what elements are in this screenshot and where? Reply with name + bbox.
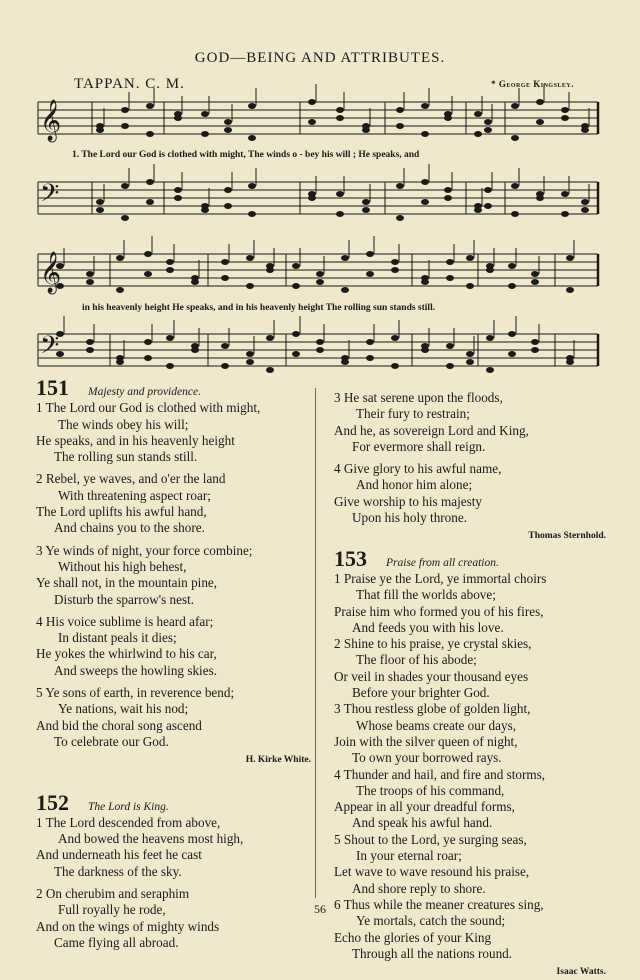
- note-head: [561, 107, 569, 113]
- hymn-151-line: In distant peals it dies;: [58, 630, 177, 646]
- note-head: [316, 339, 324, 345]
- clef-icon: 𝄞: [40, 100, 62, 141]
- note-head: [121, 215, 129, 221]
- note-head: [362, 207, 370, 213]
- hymn-152-line: And honor him alone;: [356, 477, 473, 493]
- note-head: [444, 195, 452, 201]
- hymn-153-line: Join with the silver queen of night,: [334, 733, 518, 749]
- note-head: [246, 359, 254, 365]
- note-head: [316, 279, 324, 285]
- note-head: [486, 263, 494, 269]
- note-head: [224, 203, 232, 209]
- hymn-152-line: And on the wings of mighty winds: [36, 918, 220, 934]
- note-head: [248, 183, 256, 189]
- hymn-152-line: And underneath his feet he cast: [36, 847, 202, 863]
- note-head: [366, 339, 374, 345]
- note-head: [116, 255, 124, 261]
- note-head: [581, 199, 589, 205]
- hymn-152-line: Full royally he rode,: [58, 902, 166, 918]
- hymn-153-line: 4 Thunder and hail, and fire and storms,: [334, 766, 546, 782]
- note-head: [341, 287, 349, 293]
- note-head: [366, 251, 374, 257]
- note-head: [221, 275, 229, 281]
- hymn-152-line: And he, as sovereign Lord and King,: [334, 422, 529, 438]
- note-head: [166, 363, 174, 369]
- note-head: [146, 103, 154, 109]
- note-head: [566, 255, 574, 261]
- note-head: [308, 99, 316, 105]
- hymn-151-line: 1 The Lord our God is clothed with might,: [36, 400, 261, 416]
- hymn-153-line: Let wave to wave resound his praise,: [334, 864, 530, 880]
- note-head: [421, 103, 429, 109]
- hymn-151-line: And sweeps the howling skies.: [54, 662, 217, 678]
- note-head: [511, 103, 519, 109]
- note-head: [221, 259, 229, 265]
- note-head: [146, 179, 154, 185]
- note-head: [561, 191, 569, 197]
- note-head: [581, 123, 589, 129]
- note-head: [246, 351, 254, 357]
- note-head: [144, 339, 152, 345]
- note-head: [316, 271, 324, 277]
- note-head: [466, 351, 474, 357]
- note-head: [336, 115, 344, 121]
- note-head: [531, 279, 539, 285]
- note-head: [486, 335, 494, 341]
- note-head: [341, 255, 349, 261]
- hymn-153-line: Or veil in shades your thousand eyes: [334, 668, 529, 684]
- note-head: [336, 191, 344, 197]
- note-head: [308, 191, 316, 197]
- tune-name: TAPPAN. C. M.: [74, 76, 185, 92]
- hymn-153-line: Praise him who formed you of his fires,: [334, 603, 544, 619]
- note-head: [474, 111, 482, 117]
- note-head: [474, 131, 482, 137]
- note-head: [221, 343, 229, 349]
- note-head: [362, 123, 370, 129]
- note-head: [166, 335, 174, 341]
- note-head: [396, 107, 404, 113]
- note-head: [174, 195, 182, 201]
- note-head: [86, 271, 94, 277]
- hymn-153-author: Isaac Watts.: [556, 967, 606, 978]
- note-head: [292, 351, 300, 357]
- note-head: [341, 355, 349, 361]
- hymn-153-line: 2 Shine to his praise, ye crystal skies,: [334, 636, 532, 652]
- note-head: [531, 339, 539, 345]
- note-head: [266, 263, 274, 269]
- note-head: [166, 259, 174, 265]
- hymn-153-line: Through all the nations round.: [352, 945, 513, 961]
- page-number: 56: [314, 902, 326, 916]
- note-head: [446, 343, 454, 349]
- note-head: [446, 259, 454, 265]
- note-head: [146, 199, 154, 205]
- hymn-153-line: Whose beams create our days,: [356, 717, 517, 733]
- note-head: [96, 207, 104, 213]
- note-head: [121, 183, 129, 189]
- note-head: [336, 211, 344, 217]
- note-head: [174, 111, 182, 117]
- note-head: [146, 131, 154, 137]
- note-head: [536, 119, 544, 125]
- note-head: [444, 187, 452, 193]
- note-head: [266, 367, 274, 373]
- hymn-151-line: He yokes the whirlwind to his car,: [36, 646, 217, 662]
- hymn-153-line: That fill the worlds above;: [356, 587, 496, 603]
- music-score: [0, 0, 640, 380]
- hymn-153-line: 3 Thou restless globe of golden light,: [334, 701, 531, 717]
- note-head: [292, 331, 300, 337]
- note-head: [248, 211, 256, 217]
- composer-credit: * George Kingsley.: [491, 79, 574, 89]
- note-head: [446, 363, 454, 369]
- hymn-151-line: To celebrate our God.: [54, 733, 169, 749]
- note-head: [581, 207, 589, 213]
- note-head: [391, 363, 399, 369]
- note-head: [391, 259, 399, 265]
- hymn-152-line: 3 He sat serene upon the floods,: [334, 390, 503, 405]
- note-head: [531, 271, 539, 277]
- note-head: [248, 103, 256, 109]
- note-head: [166, 267, 174, 273]
- note-head: [191, 275, 199, 281]
- hymn-151-line: With threatening aspect roar;: [58, 487, 211, 503]
- hymn-152-line: Came flying all abroad.: [54, 934, 179, 950]
- note-head: [116, 355, 124, 361]
- hymn-152-subject: The Lord is King.: [88, 800, 169, 813]
- clef-icon: 𝄞: [40, 252, 62, 293]
- hymn-153-line: 1 Praise ye the Lord, ye immortal choirs: [334, 570, 547, 586]
- note-head: [484, 127, 492, 133]
- note-head: [566, 287, 574, 293]
- column-divider: [315, 388, 316, 898]
- hymn-151-line: And bid the choral song ascend: [36, 717, 202, 733]
- note-head: [144, 271, 152, 277]
- note-head: [484, 203, 492, 209]
- note-head: [508, 263, 516, 269]
- note-head: [474, 203, 482, 209]
- hymn-153-line: In your eternal roar;: [356, 848, 462, 864]
- note-head: [508, 283, 516, 289]
- note-head: [248, 135, 256, 141]
- note-head: [336, 107, 344, 113]
- note-head: [396, 215, 404, 221]
- note-head: [201, 203, 209, 209]
- note-head: [246, 283, 254, 289]
- note-head: [466, 359, 474, 365]
- hymn-151-line: 2 Rebel, ye waves, and o'er the land: [36, 471, 226, 487]
- note-head: [224, 187, 232, 193]
- hymn-151-line: The rolling sun stands still.: [54, 449, 198, 465]
- note-head: [366, 271, 374, 277]
- note-head: [396, 183, 404, 189]
- note-head: [308, 119, 316, 125]
- hymn-153-line: Ye mortals, catch the sound;: [356, 913, 506, 929]
- hymn-153-number: 153: [334, 545, 367, 571]
- note-head: [536, 191, 544, 197]
- hymn-151-line: Without his high behest,: [58, 558, 187, 574]
- note-head: [486, 367, 494, 373]
- note-head: [421, 343, 429, 349]
- hymn-152-number: 152: [36, 789, 69, 815]
- hymn-153-line: 6 Thus while the meaner creatures sing,: [334, 896, 544, 912]
- note-head: [224, 119, 232, 125]
- note-head: [96, 199, 104, 205]
- note-head: [246, 255, 254, 261]
- note-head: [201, 111, 209, 117]
- hymn-152-line: 4 Give glory to his awful name,: [334, 461, 502, 477]
- hymn-152-line: And bowed the heavens most high,: [58, 831, 244, 847]
- music-lyrics-line-2: in his heavenly height He speaks, and in his heavenly height The rolling sun stands still.: [82, 303, 436, 313]
- note-head: [396, 123, 404, 129]
- hymn-151-line: Disturb the sparrow's nest.: [54, 591, 195, 607]
- clef-icon: 𝄢: [40, 179, 60, 214]
- hymn-151-line: He speaks, and in his heavenly height: [36, 432, 235, 448]
- hymn-153-subject: Praise from all creation.: [386, 556, 499, 569]
- hymn-153-line: The floor of his abode;: [356, 652, 477, 668]
- hymn-151-line: 3 Ye winds of night, your force combine;: [36, 542, 253, 558]
- note-head: [444, 111, 452, 117]
- hymn-151-line: Ye nations, wait his nod;: [58, 701, 189, 717]
- hymn-151-subject: Majesty and providence.: [88, 386, 201, 398]
- note-head: [144, 251, 152, 257]
- hymn-151-line: Ye shall not, in the mountain pine,: [36, 575, 218, 591]
- note-head: [224, 127, 232, 133]
- note-head: [466, 283, 474, 289]
- note-head: [484, 119, 492, 125]
- note-head: [511, 183, 519, 189]
- hymn-153-line: Appear in all your dreadful forms,: [334, 799, 515, 815]
- note-head: [508, 331, 516, 337]
- hymn-151-number: 151: [36, 375, 69, 400]
- note-head: [221, 363, 229, 369]
- note-head: [362, 199, 370, 205]
- note-head: [121, 107, 129, 113]
- hymn-152-line: Give worship to his majesty: [334, 493, 482, 509]
- note-head: [96, 123, 104, 129]
- note-head: [561, 211, 569, 217]
- hymn-152-line: For evermore shall reign.: [352, 438, 486, 454]
- hymn-152-line: The darkness of the sky.: [54, 863, 182, 879]
- clef-icon: 𝄢: [40, 331, 60, 366]
- note-head: [566, 355, 574, 361]
- note-head: [508, 351, 516, 357]
- note-head: [421, 199, 429, 205]
- note-head: [191, 343, 199, 349]
- hymn-152-line: Upon his holy throne.: [352, 510, 468, 526]
- note-head: [391, 335, 399, 341]
- hymn-151-line: And chains you to the shore.: [54, 520, 205, 536]
- note-head: [446, 275, 454, 281]
- note-head: [511, 135, 519, 141]
- note-head: [366, 355, 374, 361]
- hymn-153-line: 5 Shout to the Lord, ye surging seas,: [334, 831, 527, 847]
- note-head: [86, 279, 94, 285]
- hymn-153-line: And speak his awful hand.: [352, 815, 493, 831]
- note-head: [292, 283, 300, 289]
- note-head: [536, 99, 544, 105]
- note-head: [116, 287, 124, 293]
- note-head: [421, 131, 429, 137]
- hymn-152-line: Their fury to restrain;: [356, 406, 470, 422]
- right-column: [334, 390, 606, 980]
- hymn-152-author: Thomas Sternhold.: [528, 531, 606, 542]
- hymn-153-line: The troops of his command,: [356, 782, 505, 798]
- hymn-153-line: Before your brighter God.: [352, 685, 490, 701]
- note-head: [86, 339, 94, 345]
- hymn-153-line: And shore reply to shore.: [352, 880, 486, 896]
- hymn-153-line: And feeds you with his love.: [352, 619, 504, 635]
- hymn-151-line: 4 His voice sublime is heard afar;: [36, 613, 214, 629]
- note-head: [421, 179, 429, 185]
- note-head: [391, 267, 399, 273]
- hymn-151-line: 5 Ye sons of earth, in reverence bend;: [36, 685, 235, 701]
- note-head: [316, 347, 324, 353]
- hymn-153-line: To own your borrowed rays.: [352, 750, 502, 766]
- note-head: [531, 347, 539, 353]
- note-head: [86, 347, 94, 353]
- note-head: [266, 335, 274, 341]
- hymn-151-line: The winds obey his will;: [58, 416, 189, 432]
- note-head: [121, 123, 129, 129]
- hymn-151-author: H. Kirke White.: [245, 755, 311, 766]
- hymn-152-line: 1 The Lord descended from above,: [36, 814, 221, 830]
- hymn-152-line: 2 On cherubim and seraphim: [36, 886, 190, 902]
- page-heading: GOD—BEING AND ATTRIBUTES.: [194, 50, 446, 66]
- note-head: [201, 131, 209, 137]
- left-column: [36, 375, 311, 951]
- music-lyrics-line-1: 1. The Lord our God is clothed with might, The winds o - bey his will ; He speaks, and: [72, 150, 420, 160]
- note-head: [174, 187, 182, 193]
- note-head: [421, 275, 429, 281]
- note-head: [466, 255, 474, 261]
- note-head: [561, 115, 569, 121]
- note-head: [292, 263, 300, 269]
- note-head: [511, 211, 519, 217]
- hymn-153-line: Echo the glories of your King: [334, 929, 492, 945]
- note-head: [484, 187, 492, 193]
- note-head: [144, 355, 152, 361]
- hymn-151-line: The Lord uplifts his awful hand,: [36, 504, 207, 520]
